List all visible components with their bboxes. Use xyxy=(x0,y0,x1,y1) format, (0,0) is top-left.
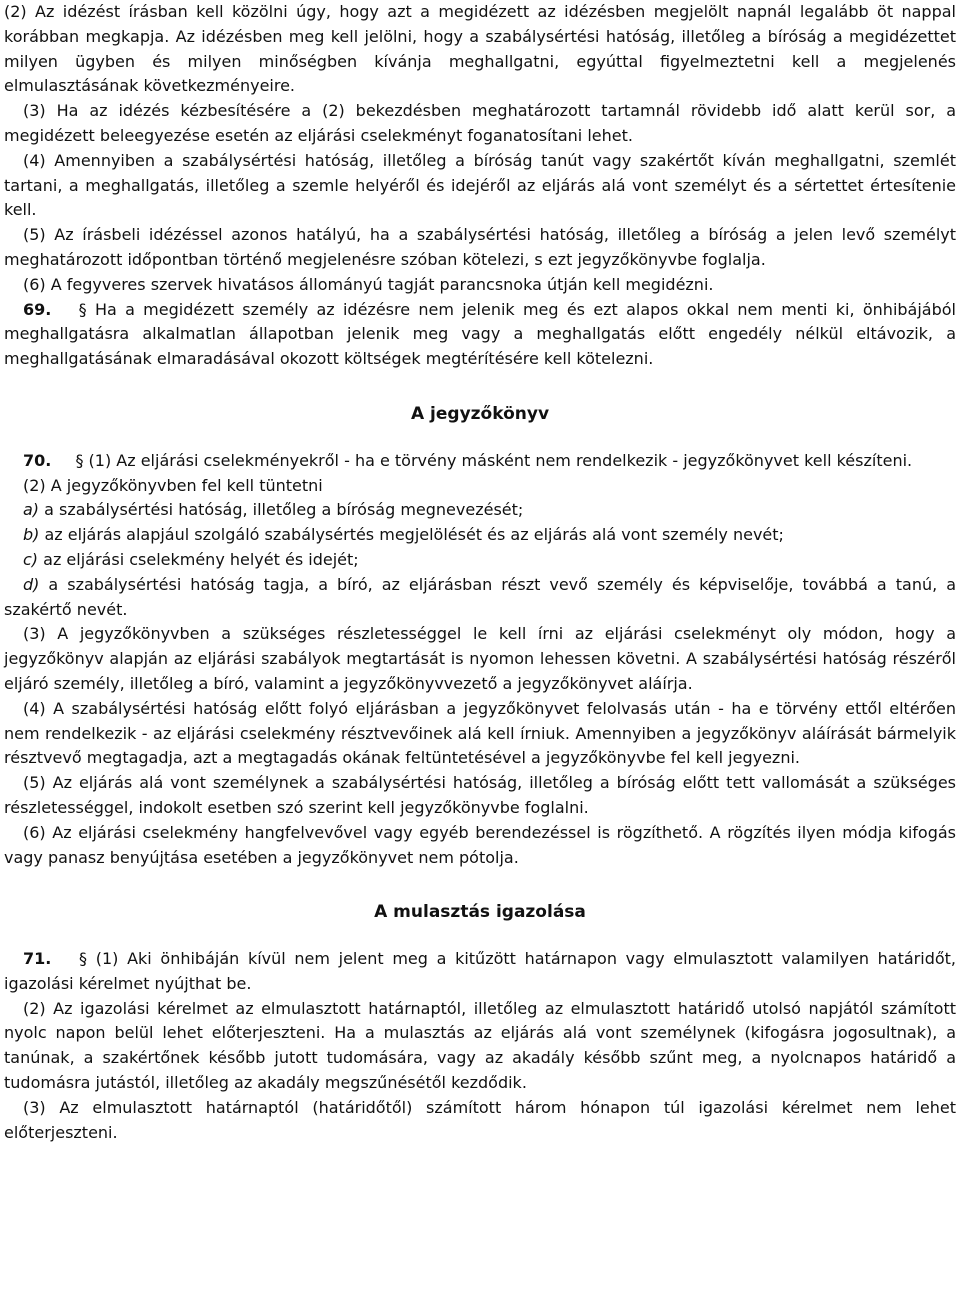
section-symbol: § xyxy=(79,949,88,969)
section-70-4: (4) A szabálysértési hatóság előtt folyó eljárásban a jegyzőkönyvet felolvasás után - ha e törvény ettől eltérően nem rendelkezik - az eljárási cselekmény résztvevőinek alá kell írniuk. Amennyiben a jegyzőkönyv aláírását bármelyik résztvevő megtagadja, azt a megtagadás okának feltüntetésével a jegyzőkönyvbe fel kell jegyezni. xyxy=(4,698,956,768)
section-69-text: Ha a megidézett személy az idézésre nem jelenik meg és ezt alapos okkal nem menti ki, önhibájából meghallgatásra alkalmatlan állapotban jelenik meg vagy a meghallgatás előtt engedély nélkül eltávozik, a meghallgatásának elmaradásával okozott költségek megtérítésére kell kötelezni. xyxy=(4,299,956,369)
list-item xyxy=(4,498,956,523)
list-item-text: a szabálysértési hatóság tagja, a bíró, az eljárásban részt vevő személy és képviselője, továbbá a tanú, a szakértő nevét. xyxy=(4,574,956,619)
list-item xyxy=(4,523,956,548)
section-70-5: (5) Az eljárás alá vont személynek a szabálysértési hatóság, illetőleg a bíróság előtt tett vallomását a szükséges részletességgel, indokolt esetben szó szerint kell jegyzőkönyvbe foglalni. xyxy=(4,773,956,817)
section-70-3: (3) A jegyzőkönyvben a szükséges részletességgel le kell írni az eljárási cselekményt oly módon, hogy a jegyzőkönyv alapján az eljárási szabályok megtartását is nyomon lehessen követni. A szabálysértési hatóság részéről eljáró személy, illetőleg a bíró, valamint a jegyzőkönyvvezető a jegyzőkönyvet aláírja. xyxy=(4,624,956,693)
section-70-1-text: (1) Az eljárási cselekményekről - ha e törvény másként nem rendelkezik - jegyzőkönyvet kell készíteni. xyxy=(88,450,913,470)
section-70-2: (2) A jegyzőkönyvben fel kell tüntetni xyxy=(23,475,323,495)
section-69 xyxy=(4,298,956,372)
section-number: 69. xyxy=(23,299,52,319)
heading-jegyzokonyv: A jegyzőkönyv xyxy=(410,403,550,424)
section-71-1-text: (1) Aki önhibáján kívül nem jelent meg a kitűzött határnapon vagy elmulasztott valamilyen határidőt, igazolási kérelmet nyújthat be. xyxy=(4,949,956,993)
paragraph-68-2: (2) Az idézést írásban kell közölni úgy, hogy azt a megidézett az idézésben megjelölt napnál legalább öt nappal korábban megkapja. Az idézésben meg kell jelölni, hogy a szabálysértési hatóság, illetőleg a bíróság a megidézettet milyen ügyben és milyen minőségben kívánja meghallgatni, egyúttal figyelmeztetni kell a megjelenés elmulasztásának következményeire. xyxy=(4,2,956,96)
section-71-2: (2) Az igazolási kérelmet az elmulasztott határnaptól, illetőleg az elmulasztott határidő utolsó napjától számított nyolc napon belül lehet előterjeszteni. Ha a mulasztás az eljárás alá vont személynek (kifogásra jogosultnak), a tanúnak, a szakértőnek később jutott tudomására, vagy az akadály később szűnt meg, a nyolcnapos határidő a tudomásra jutástól, illetőleg az akadály megszűnésétől kezdődik. xyxy=(4,998,956,1093)
list-item-label: d) xyxy=(23,574,40,594)
list-item xyxy=(4,573,956,623)
list-item-label: c) xyxy=(23,549,39,569)
section-71-1 xyxy=(4,947,956,997)
list-item-text: a szabálysértési hatóság, illetőleg a bíróság megnevezését; xyxy=(44,500,524,520)
section-number: 70. xyxy=(23,450,52,470)
section-number: 71. xyxy=(23,949,52,969)
list-item-text: az eljárási cselekmény helyét és idejét; xyxy=(43,549,359,569)
section-symbol: § xyxy=(75,450,84,470)
paragraph-68-3: (3) Ha az idézés kézbesítésére a (2) bekezdésben meghatározott tartamnál rövidebb idő alatt kerül sor, a megidézett beleegyezése esetén az eljárási cselekményt foganatosítani lehet. xyxy=(4,101,956,145)
paragraph-68-5: (5) Az írásbeli idézéssel azonos hatályú, ha a szabálysértési hatóság, illetőleg a bíróság a jelen levő személyt meghatározott időpontban történő megjelenésre szóban kötelezi, s ezt jegyzőkönyvbe foglalja. xyxy=(4,225,956,269)
list-item-text: az eljárás alapjául szolgáló szabálysértés megjelölését és az eljárás alá vont személy nevét; xyxy=(44,525,784,545)
section-symbol: § xyxy=(78,299,87,319)
section-70-6: (6) Az eljárási cselekmény hangfelvevővel vagy egyéb berendezéssel is rögzíthető. A rögzítés ilyen módja kifogás vagy panasz benyújtása esetében a jegyzőkönyvet nem pótolja. xyxy=(4,822,956,867)
paragraph-68-4: (4) Amennyiben a szabálysértési hatóság, illetőleg a bíróság tanút vagy szakértőt kíván meghallgatni, szemlét tartani, a meghallgatás, illetőleg a szemle helyéről és idejéről az eljárás alá vont személyt és a sértettet értesítenie kell. xyxy=(4,150,956,220)
list-item-label: b) xyxy=(23,525,40,545)
section-70-1 xyxy=(4,449,956,474)
paragraph-68-6: (6) A fegyveres szervek hivatásos állományú tagját parancsnoka útján kell megidézni. xyxy=(23,274,714,294)
heading-mulasztas-igazolasa: A mulasztás igazolása xyxy=(374,902,586,923)
list-item xyxy=(4,548,956,573)
section-71-3: (3) Az elmulasztott határnaptól (határidőtől) számított három hónapon túl igazolási kérelmet nem lehet előterjeszteni. xyxy=(4,1097,956,1142)
list-item-label: a) xyxy=(23,500,40,520)
